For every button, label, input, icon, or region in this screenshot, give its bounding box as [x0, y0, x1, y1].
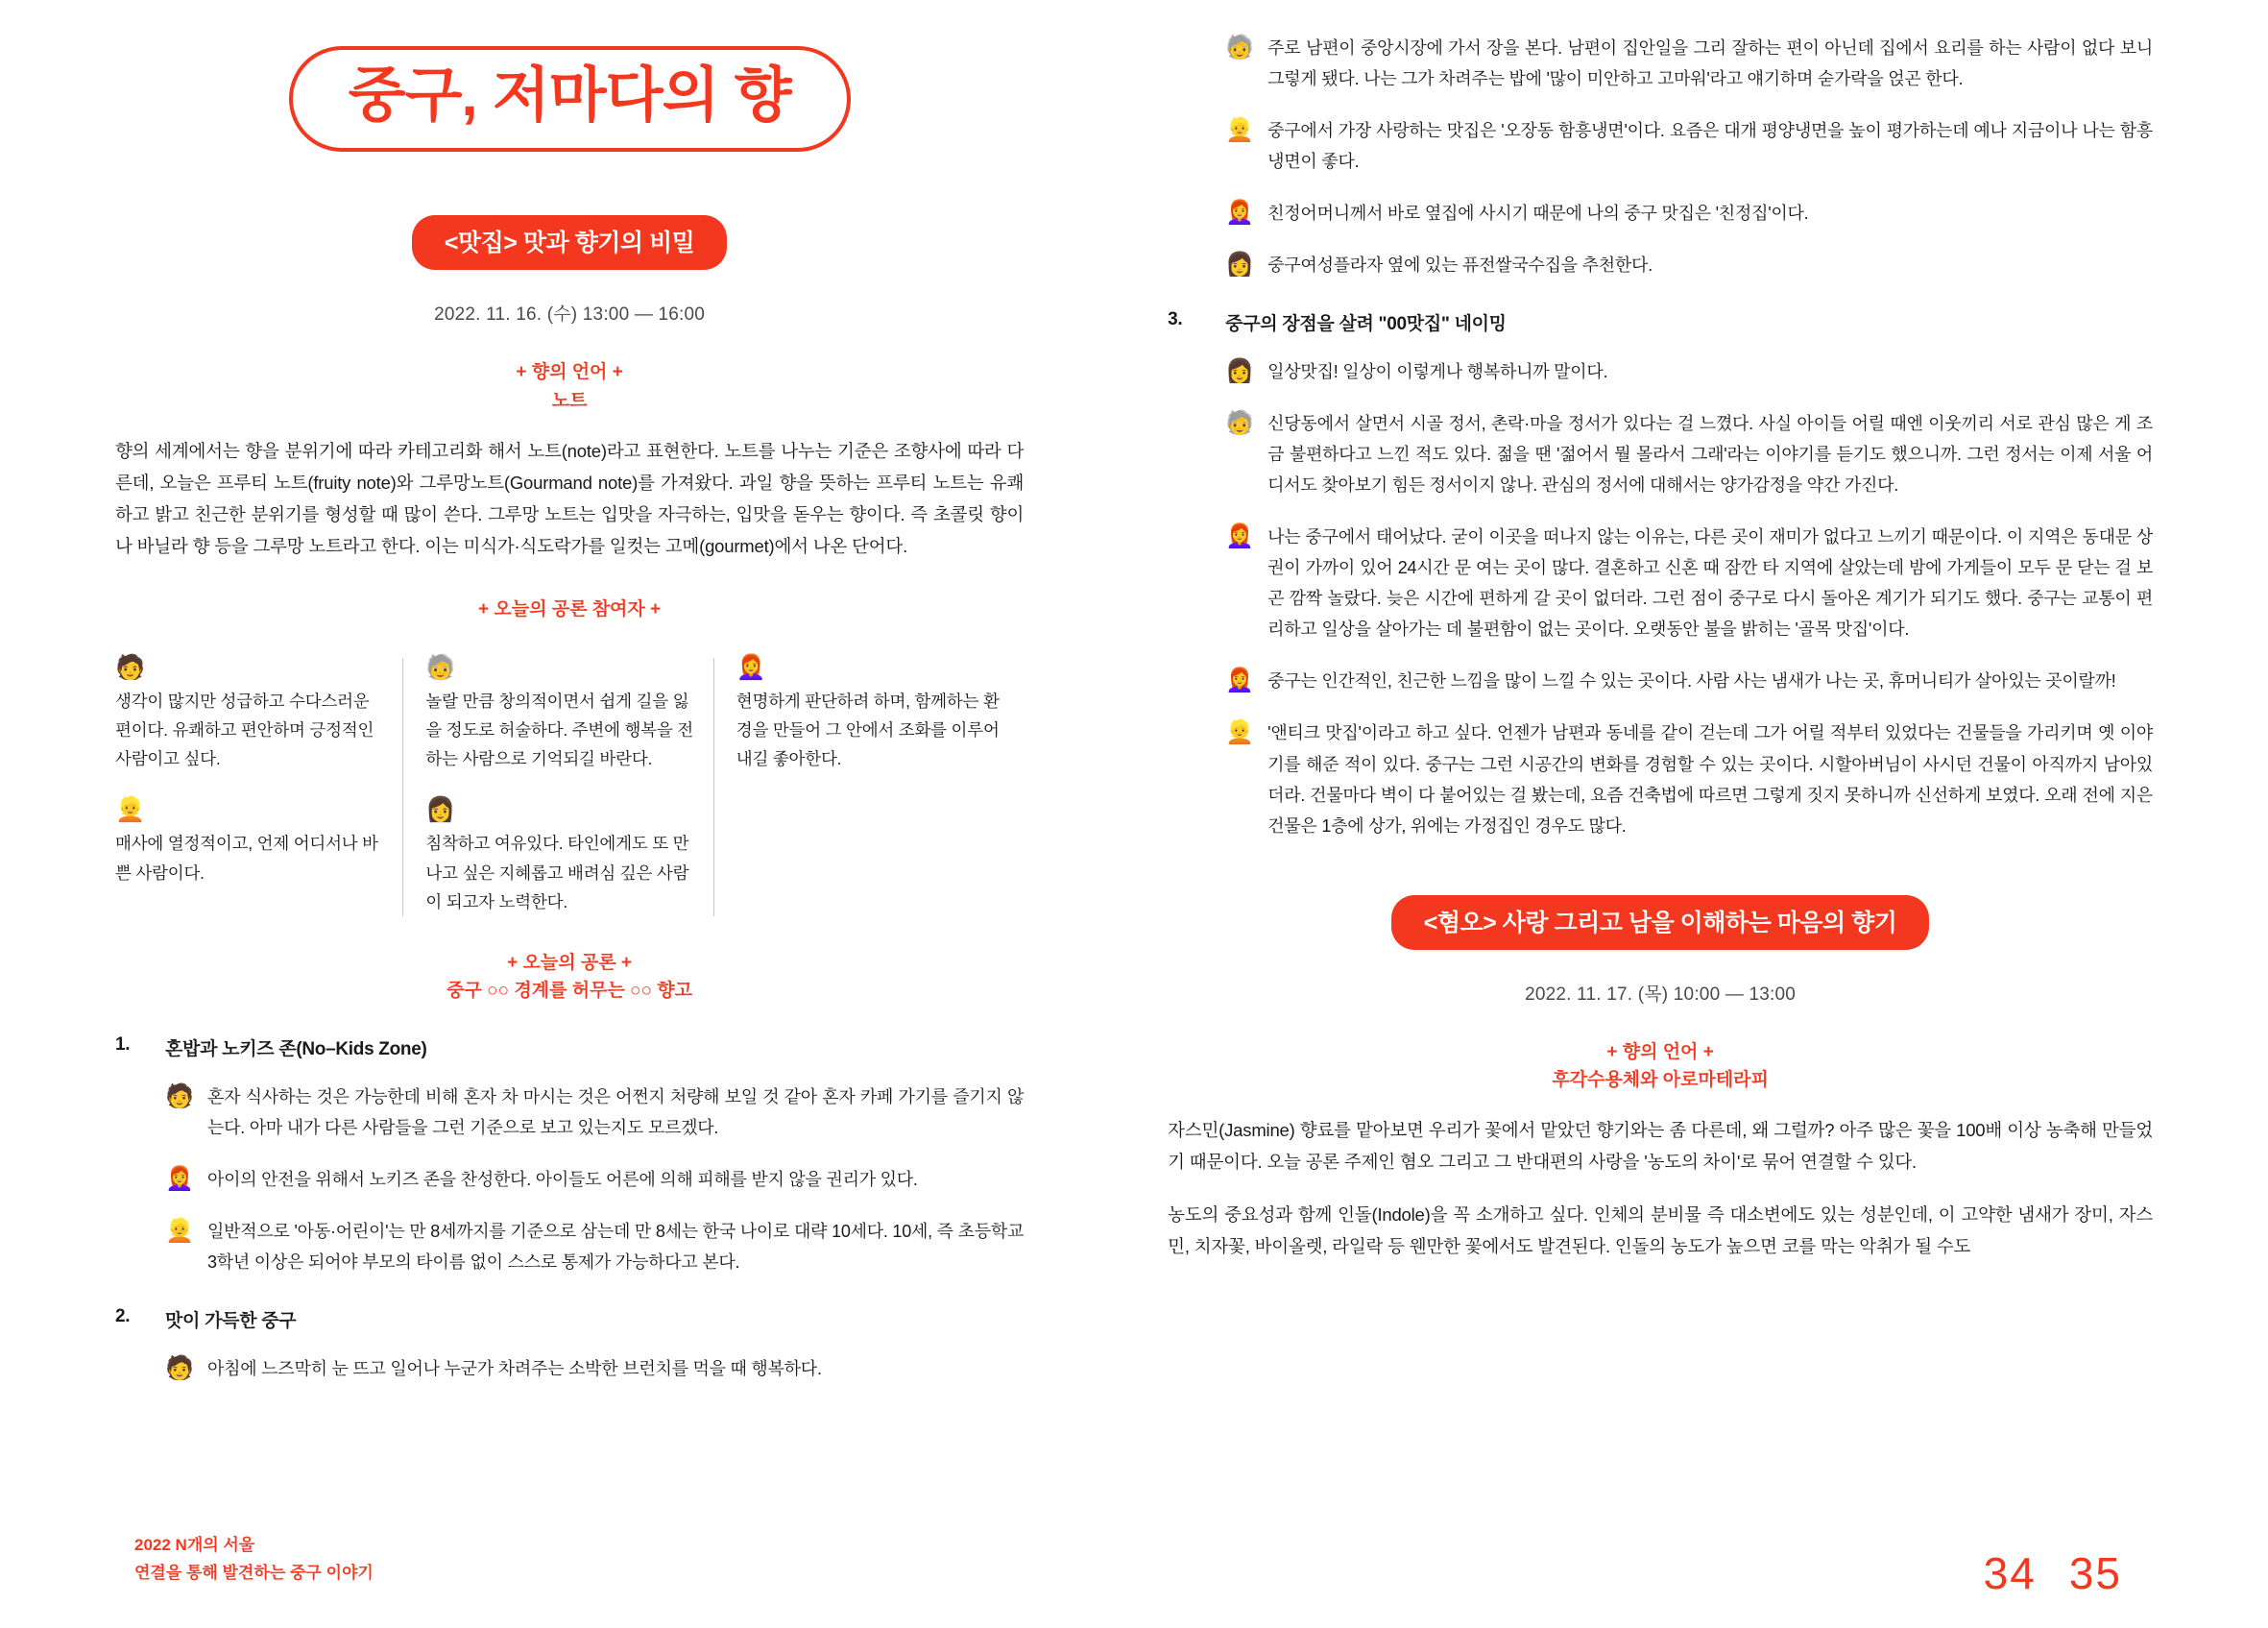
avatar-icon: 👩‍🦰 [165, 1165, 194, 1192]
participant-description: 생각이 많지만 성급하고 수다스러운 편이다. 유쾌하고 편안하며 긍정적인 사람이고 싶다. [115, 692, 374, 769]
page-numbers [1984, 1547, 2122, 1599]
topic-3 [1168, 309, 2153, 335]
avatar-icon: 🧓 [1225, 35, 1255, 61]
avatar-icon: 👩‍🦰 [1225, 200, 1255, 227]
topic-1 [115, 1034, 1024, 1060]
participant-item [115, 798, 383, 887]
session-datetime: 2022. 11. 16. (수) 13:00 — 16:00 [434, 304, 706, 326]
participant-item [736, 656, 1004, 773]
topic-title: 혼밥과 노키즈 존(No–Kids Zone) [165, 1038, 427, 1059]
participant-description: 매사에 열정적이고, 언제 어디서나 바쁜 사람이다. [115, 834, 378, 883]
page-number-right: 35 [2068, 1548, 2122, 1598]
participant-item [425, 798, 693, 915]
comment-row [1168, 356, 2153, 387]
comment-row [1168, 717, 2153, 840]
participant-item [425, 656, 693, 773]
right-page [1081, 19, 2210, 1628]
section-banner-matjip: <맛집> 맛과 향기의 비밀 [412, 215, 727, 270]
avatar-icon: 👱 [165, 1217, 194, 1244]
comment-text: 혼자 식사하는 것은 가능한데 비해 혼자 차 마시는 것은 어쩐지 처량해 보일 것 같아 혼자 카페 가기를 즐기지 않는다. 아마 내가 다른 사람들을 그런 기준으로 보고 있는지도 모르겠다. [207, 1086, 1025, 1137]
avatar-icon: 👱 [115, 796, 146, 824]
comment-text: 주로 남편이 중앙시장에 가서 장을 본다. 남편이 집안일을 그리 잘하는 편이 아닌데 집에서 요리를 하는 사람이 없다 보니 그렇게 됐다. 나는 그가 차려주는 밥에 '많이 미안하고 고마워'라고 얘기하며 숟가락을 얹곤 한다. [1267, 38, 2153, 89]
comment-row [115, 1216, 1024, 1277]
topic-number: 3. [1168, 309, 1183, 330]
comment-row [1168, 33, 2153, 94]
topic-title: 중구의 장점을 살려 "00맛집" 네이밍 [1225, 314, 1507, 335]
avatar-icon: 👩 [1225, 252, 1255, 279]
comment-text: 일상맛집! 일상이 이렇게나 행복하니까 말이다. [1267, 362, 1608, 382]
comment-text: 중구에서 가장 사랑하는 맛집은 '오장동 함흥냉면'이다. 요즘은 대개 평양냉면을 높이 평가하는데 예나 지금이나 나는 함흥냉면이 좋다. [1267, 121, 2153, 172]
comment-text: 아침에 느즈막히 눈 뜨고 일어나 누군가 차려주는 소박한 브런치를 먹을 때 행복하다. [207, 1358, 822, 1378]
avatar-icon: 🧓 [1225, 410, 1255, 437]
avatar-icon: 👩 [425, 796, 456, 824]
comment-row [115, 1164, 1024, 1195]
participant-description: 침착하고 여유있다. 타인에게도 또 만나고 싶은 지혜롭고 배려심 깊은 사람이 되고자 노력한다. [425, 834, 689, 911]
section-banner-wrap-2 [1168, 895, 2153, 950]
comment-text: '앤티크 맛집'이라고 하고 싶다. 언젠가 남편과 동네를 같이 걷는데 그가 어릴 적부터 있었다는 건물들을 가리키며 옛 이야기를 해준 적이 있다. 중구는 그런 시공간의 변화를 경험할 수 있는 곳이다. 시할아버님이 사시던 건물이 아직까지 남아있더라. 건물마다 벽이 다 붙어있는 걸 봤는데, 요즘 건축법에 따르면 그렇게 짓지 못하니까 신선하게 보였다. 오래 전에 지은 건물은 1층에 상가, 위에는 가정집인 경우도 많다. [1267, 723, 2153, 836]
jasmine-paragraph: 자스민(Jasmine) 향료를 맡아보면 우리가 꽃에서 맡았던 향기와는 좀 다른데, 왜 그럴까? 아주 많은 꽃을 100배 이상 농축해 만들었기 때문이다. 오늘 공론 주제인 혐오 그리고 그 반대편의 사랑을 '농도의 차이'로 묶어 연결할 수 있다. [1168, 1120, 2153, 1173]
participant-description: 현명하게 판단하려 하며, 함께하는 환경을 만들어 그 안에서 조화를 이루어내길 좋아한다. [736, 692, 1000, 769]
comment-text: 중구여성플라자 옆에 있는 퓨전쌀국수집을 추천한다. [1267, 255, 1653, 276]
participants-heading: + 오늘의 공론 참여자 + [478, 598, 662, 620]
participant-item [115, 656, 383, 773]
topic-number: 2. [115, 1305, 131, 1326]
footer-credit [134, 1532, 374, 1588]
section-banner-hyeomo: <혐오> 사랑 그리고 남을 이해하는 마음의 향기 [1391, 895, 1930, 950]
fragrance-language-heading-2: + 향의 언어 + [1606, 1041, 1714, 1062]
intro-paragraph: 향의 세계에서는 향을 분위기에 따라 카테고리화 해서 노트(note)라고 표현한다. 노트를 나누는 기준은 조향사에 따라 다른데, 오늘은 프루티 노트(fruity note)와 그루망노트(Gourmand note)를 가져왔다. 과일 향을 뜻하는 프루티 노트는 유쾌하고 밝고 친근한 분위기를 형성할 때 많이 쓴다. 그루망 노트는 입맛을 자극하는, 입맛을 돋우는 향이다. 즉 초콜릿 향이나 바닐라 향 등을 그루망 노트라고 한다. 이는 미식가·식도락가를 일컷는 고메(gourmet)에서 나온 단어다. [115, 441, 1025, 556]
avatar-icon: 👩‍🦰 [736, 654, 766, 682]
avatar-icon: 👩‍🦰 [1225, 668, 1255, 694]
comment-row [1168, 115, 2153, 177]
comment-text: 일반적으로 '아동·어린이'는 만 8세까지를 기준으로 삼는데 만 8세는 한국 나이로 대략 10세다. 10세, 즉 초등학교 3학년 이상은 되어야 부모의 타이름 없이 스스로 통제가 가능하다고 본다. [207, 1221, 1025, 1272]
title-block [115, 46, 1024, 152]
participant-column [115, 656, 402, 916]
avatar-icon: 👱 [1225, 117, 1255, 144]
page-number-left: 34 [1983, 1548, 2037, 1598]
topic-2 [115, 1306, 1024, 1332]
avatar-icon: 🧓 [425, 654, 456, 682]
left-page [58, 19, 1081, 1628]
participant-column [402, 656, 712, 916]
comment-row [1168, 198, 2153, 229]
comment-text: 아이의 안전을 위해서 노키즈 존을 찬성한다. 아이들도 어른에 의해 피해를 받지 않을 권리가 있다. [207, 1169, 918, 1189]
indole-paragraph: 농도의 중요성과 함께 인돌(Indole)을 꼭 소개하고 싶다. 인체의 분비물 즉 대소변에도 있는 성분인데, 이 고약한 냄새가 장미, 자스민, 치자꽃, 바이올렛, 라일락 등 웬만한 꽃에서도 발견된다. 인돌의 농도가 높으면 코를 막는 악취가 될 수도 [1168, 1204, 2153, 1257]
avatar-icon: 👩‍🦰 [1225, 523, 1255, 550]
comment-row [1168, 666, 2153, 696]
comment-text: 중구는 인간적인, 친근한 느낌을 많이 느낄 수 있는 곳이다. 사람 사는 냄새가 나는 곳, 휴머니티가 살아있는 곳이랄까! [1267, 671, 2116, 692]
topic-title: 맛이 가득한 중구 [165, 1310, 297, 1331]
avatar-icon: 🧑 [115, 654, 146, 682]
comment-text: 친정어머니께서 바로 옆집에 사시기 때문에 나의 중구 맛집은 '친정집'이다. [1267, 204, 1809, 224]
avatar-icon: 🧑 [165, 1354, 194, 1381]
comment-row [115, 1353, 1024, 1384]
participants-list [115, 656, 1024, 916]
page-title: 중구, 저마다의 향 [289, 46, 851, 152]
fragrance-language-subheading: 노트 [551, 390, 588, 411]
comment-row [115, 1081, 1024, 1143]
topic-number: 1. [115, 1033, 131, 1055]
footer-line-1: 2022 N개의 서울 [134, 1536, 255, 1555]
comment-text: 나는 중구에서 태어났다. 굳이 이곳을 떠나지 않는 이유는, 다른 곳이 재미가 없다고 느끼기 때문이다. 이 지역은 동대문 상권이 가까이 있어 24시간 문 여는 곳이 많다. 결혼하고 신혼 때 잠깐 타 지역에 살았는데 밤에 가게들이 모두 문 닫는 걸 보곤 깜짝 놀랐다. 늦은 시간에 편하게 갈 곳이 없더라. 그런 점이 중구로 다시 돌아온 계기가 되기도 했다. 중구는 교통이 편리하고 일상을 살아가는 데 불편함이 없는 곳이다. 오랫동안 불을 밝히는 '골목 맛집'이다. [1267, 527, 2153, 640]
footer-line-2: 연결을 통해 발견하는 중구 이야기 [134, 1564, 374, 1583]
comment-row [1168, 522, 2153, 644]
comment-row [1168, 408, 2153, 500]
discussion-heading: + 오늘의 공론 + [507, 952, 632, 973]
participant-description: 놀랄 만큼 창의적이면서 쉽게 길을 잃을 정도로 허술하다. 주변에 행복을 전하는 사람으로 기억되길 바란다. [425, 692, 693, 769]
avatar-icon: 👩 [1225, 358, 1255, 385]
session-datetime-2: 2022. 11. 17. (목) 10:00 — 13:00 [1525, 984, 1797, 1005]
participant-column [713, 656, 1024, 916]
discussion-subheading: 중구 ○○ 경계를 허무는 ○○ 향고 [446, 981, 692, 1002]
avatar-icon: 🧑 [165, 1082, 194, 1109]
avatar-icon: 👱 [1225, 719, 1255, 746]
section-banner-wrap [115, 215, 1024, 270]
comment-text: 신당동에서 살면서 시골 정서, 촌락·마을 정서가 있다는 걸 느꼈다. 사실 아이들 어릴 때엔 이웃끼리 서로 관심 많은 게 조금 불편하다고 느낀 적도 있다. 젊을 땐 '젊어서 뭘 몰라서 그래'라는 이야기를 듣기도 했으니까. 그런 정서는 이제 서울 어디서도 찾아보기 힘든 정서이지 않나. 관심의 정서에 대해서는 양가감정을 약간 가진다. [1267, 414, 2153, 496]
fragrance-language-subheading-2: 후각수용체와 아로마테라피 [1552, 1070, 1769, 1091]
fragrance-language-heading: + 향의 언어 + [516, 362, 623, 383]
comment-row [1168, 250, 2153, 280]
